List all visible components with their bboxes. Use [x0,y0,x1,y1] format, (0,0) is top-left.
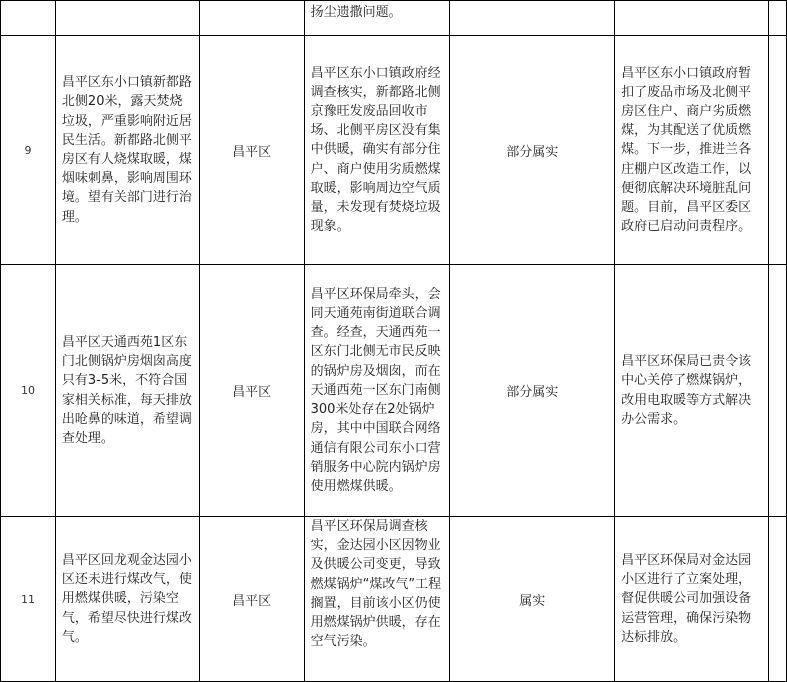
row-number: 9 [1,36,56,265]
action-cell [615,1,769,36]
finding-cell [450,1,615,36]
edge-cell [768,517,786,682]
edge-cell [768,36,786,265]
complaint-cell [55,1,199,36]
action-cell: 昌平区东小口镇政府暂扣了废品市场及北侧平房区住户、商户劣质燃煤，为其配送了优质燃煤。下一步，推进兰各庄棚户区改造工作，以便彻底解决环境脏乱问题。目前，昌平区委区政府已启动问责程序。 [615,36,769,265]
complaint-cell: 昌平区回龙观金达园小区还未进行煤改气，使用燃煤供暖，污染空气，希望尽快进行煤改气。 [55,517,199,682]
complaint-cell: 昌平区天通西苑1区东门北侧锅炉房烟囱高度只有3-5米，不符合国家相关标准，每天排放出呛鼻的味道，希望调查处理。 [55,265,199,517]
action-cell: 昌平区环保局已责令该中心关停了燃煤锅炉，改用电取暖等方式解决办公需求。 [615,265,769,517]
district-cell: 昌平区 [199,265,304,517]
table-row [1,36,787,265]
table-row [1,517,787,682]
complaint-cell: 昌平区东小口镇新都路北侧20米，露天焚烧垃圾，严重影响附近居民生活。新都路北侧平房区有人烧煤取暖，煤烟味刺鼻，影响周围环境。望有关部门进行治理。 [55,36,199,265]
finding-cell: 部分属实 [450,265,615,517]
investigation-cell: 昌平区环保局牵头，会同天通苑南街道联合调查。经查，天通西苑一区东门北侧无市民反映的锅炉房及烟囱，而在天通西苑一区东门南侧300米处存在2处锅炉房，其中中国联合网络通信有限公司东小口营销服务中心院内锅炉房使用燃煤供暖。 [304,265,450,517]
investigation-cell: 昌平区环保局调查核实，金达园小区因物业及供暖公司变更，导致燃煤锅炉“煤改气”工程搁置，目前该小区仍使用燃煤锅炉供暖，存在空气污染。 [304,517,450,682]
row-number: 10 [1,265,56,517]
edge-cell [768,1,786,36]
investigation-cell: 昌平区东小口镇政府经调查核实，新都路北侧京豫旺发废品回收市场、北侧平房区没有集中供暖，确实有部分住户、商户使用劣质燃煤取暖，影响周边空气质量，未发现有焚烧垃圾现象。 [304,36,450,265]
table-row [1,265,787,517]
edge-cell [768,265,786,517]
action-cell: 昌平区环保局对金达园小区进行了立案处理，督促供暖公司加强设备运营管理，确保污染物达标排放。 [615,517,769,682]
district-cell [199,1,304,36]
table-row [1,1,787,36]
row-number [1,1,56,36]
finding-cell: 属实 [450,517,615,682]
row-number: 11 [1,517,56,682]
district-cell: 昌平区 [199,36,304,265]
investigation-cell: 扬尘遗撒问题。 [304,1,450,36]
finding-cell: 部分属实 [450,36,615,265]
district-cell: 昌平区 [199,517,304,682]
